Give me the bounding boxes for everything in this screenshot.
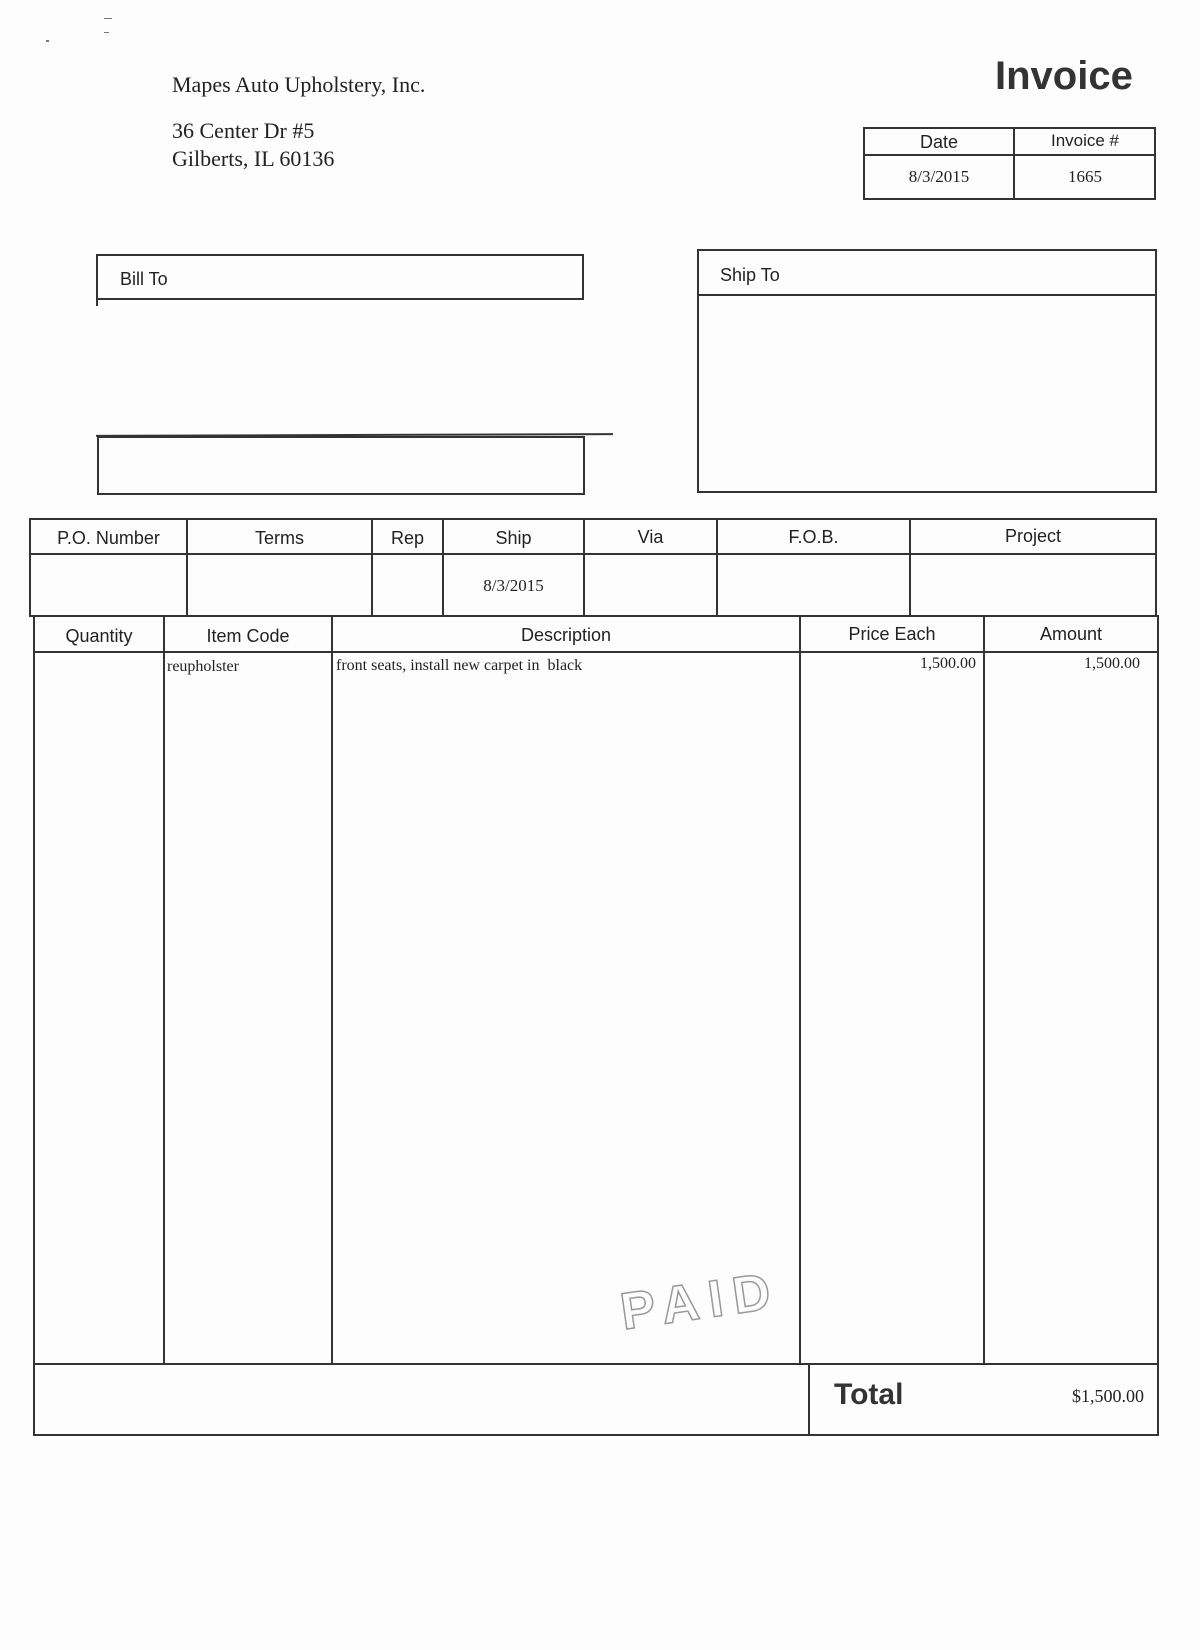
meta-divider (863, 154, 1156, 156)
date-label: Date (919, 132, 959, 152)
bill-to-label: Bill To (120, 269, 168, 289)
fob-header: F.O.B. (788, 527, 839, 547)
total-row-box (33, 1363, 1159, 1436)
bill-to-address-box (97, 436, 585, 495)
rep-header: Rep (390, 528, 425, 548)
items-col-divider (799, 615, 801, 1365)
scan-mark (46, 40, 49, 42)
line-item-description: front seats, install new carpet in black (336, 657, 583, 674)
invoice-date: 8/3/2015 (908, 167, 970, 186)
po-number-header: P.O. Number (57, 528, 160, 548)
total-value: $1,500.00 (1072, 1386, 1144, 1406)
ship-date-value: 8/3/2015 (483, 576, 544, 595)
company-name: Mapes Auto Upholstery, Inc. (172, 72, 426, 97)
company-address-line1: 36 Center Dr #5 (172, 118, 315, 143)
terms-header: Terms (255, 528, 304, 548)
total-label: Total (834, 1378, 904, 1411)
ship-header: Ship (495, 528, 532, 548)
line-item-code: reupholster (167, 658, 239, 675)
price-each-header: Price Each (848, 624, 936, 644)
quantity-header: Quantity (65, 626, 133, 646)
amount-header: Amount (1039, 624, 1103, 644)
scan-mark (104, 18, 112, 19)
bill-to-left-tick (96, 298, 98, 306)
bill-to-header-box (96, 254, 584, 300)
description-header: Description (520, 625, 612, 645)
ship-to-divider (697, 294, 1157, 296)
invoice-number: 1665 (1068, 167, 1102, 186)
via-header: Via (637, 527, 664, 547)
line-items-header-divider (33, 651, 1159, 653)
line-item-price-each: 1,500.00 (920, 655, 976, 672)
line-items-table (33, 615, 1159, 1365)
ship-to-label: Ship To (720, 265, 780, 285)
paid-stamp: PAID (616, 1261, 784, 1342)
order-info-divider (29, 553, 1157, 555)
line-item-amount: 1,500.00 (1084, 655, 1140, 672)
items-col-divider (163, 615, 165, 1365)
items-col-divider (331, 615, 333, 1365)
company-address-line2: Gilberts, IL 60136 (172, 146, 335, 171)
total-divider (808, 1363, 810, 1436)
invoice-number-label: Invoice # (1050, 131, 1120, 150)
items-col-divider (983, 615, 985, 1365)
document-title: Invoice (995, 54, 1133, 98)
project-header: Project (1004, 526, 1062, 546)
scan-mark (104, 32, 109, 33)
item-code-header: Item Code (206, 626, 290, 646)
